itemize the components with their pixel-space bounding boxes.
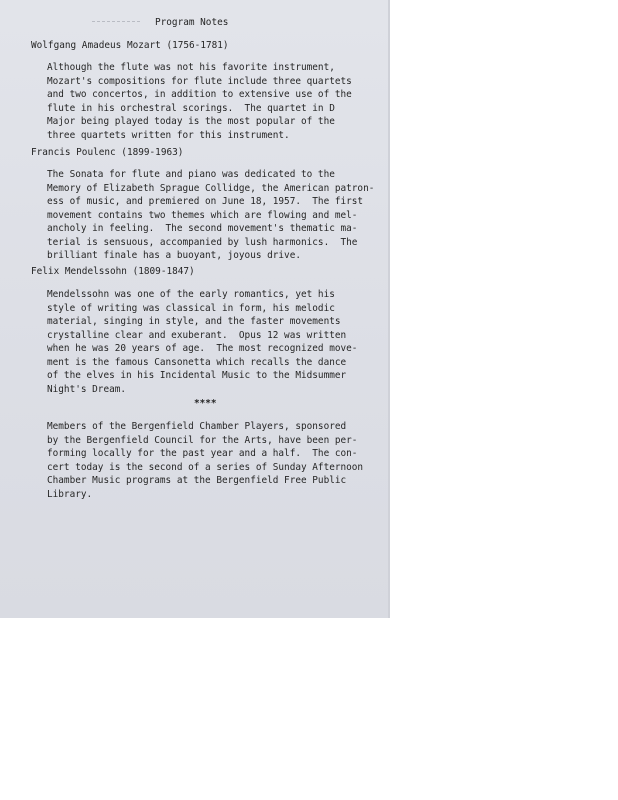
- faint-dash-mark: [92, 21, 140, 22]
- section-separator: ****: [194, 398, 217, 409]
- sheet-right-edge: [388, 0, 390, 618]
- closing-paragraph: Members of the Bergenfield Chamber Players, sponsored by the Bergenfield Council for the Arts, have been per- forming locally for the past year and a half. The con- cert today is the second of a series of Sunday Afternoon Chamber Music programs at the Bergenfield Free Public Library.: [47, 421, 364, 500]
- section-body-poulenc: The Sonata for flute and piano was dedicated to the Memory of Elizabeth Sprague Collidge, the American patron- ess of music, and premiered on June 18, 1957. The first movement contains two themes which are flowing and mel- ancholy in feeling. The second movement's thematic ma- terial is sensuous, accompanied by lush harmonics. The brilliant finale has a buoyant, joyous drive.: [47, 169, 375, 261]
- section-heading-poulenc: Francis Poulenc (1899-1963): [31, 147, 184, 158]
- program-notes-sheet: [0, 0, 390, 618]
- section-heading-mendelssohn: Felix Mendelssohn (1809-1847): [31, 266, 195, 277]
- section-body-mozart: Although the flute was not his favorite instrument, Mozart's compositions for flute include three quartets and two concertos, in addition to extensive use of the flute in his orchestral scorings. The quartet in D Major being played today is the most popular of the three quartets written for this instrument.: [47, 62, 352, 141]
- section-heading-mozart: Wolfgang Amadeus Mozart (1756-1781): [31, 40, 229, 51]
- section-body-mendelssohn: Mendelssohn was one of the early romantics, yet his style of writing was classical in form, his melodic material, singing in style, and the faster movements crystalline clear and exuberant. Opus 12 was written when he was 20 years of age. The most recognized move- ment is the famous Cansonetta which recalls the dance of the elves in his Incidental Music to the Midsummer Night's Dream.: [47, 289, 358, 395]
- page-title: Program Notes: [155, 17, 229, 28]
